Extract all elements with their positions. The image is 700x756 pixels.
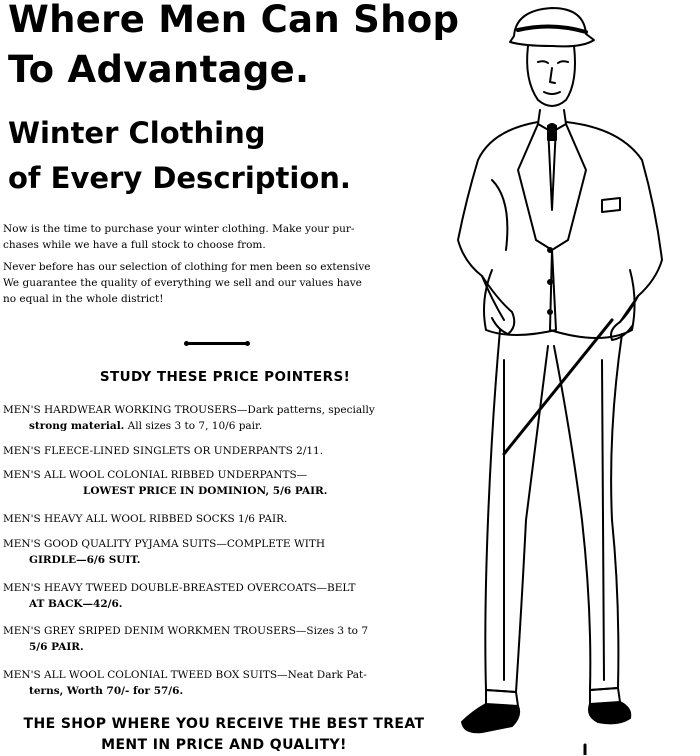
subheadline-line-2: of Every Description. (8, 161, 351, 195)
footer-line-2: MENT IN PRICE AND QUALITY! (101, 737, 347, 753)
price-item-5 (3, 536, 443, 568)
price-item-6 (3, 580, 443, 612)
ornamental-divider (187, 342, 247, 345)
intro-line: Never before has our selection of clothing for men been so extensive (3, 261, 371, 273)
man-in-suit-illustration (452, 0, 700, 755)
intro-line: We guarantee the quality of everything we sell and our values have (3, 277, 362, 289)
item-lead: MEN'S FLEECE-LINED SINGLETS OR UNDERPANTS 2/11. (3, 445, 324, 457)
item-lead: MEN'S GREY SRIPED DENIM WORKMEN TROUSERS—Sizes 3 to 7 (3, 625, 369, 637)
item-lead: MEN'S GOOD QUALITY PYJAMA SUITS—COMPLETE WITH (3, 538, 326, 550)
footer-line-1: THE SHOP WHERE YOU RECEIVE THE BEST TREAT (23, 716, 425, 732)
item-detail-bold: LOWEST PRICE IN DOMINION, 5/6 PAIR. (83, 485, 328, 497)
headline-line-1: Where Men Can Shop (8, 0, 460, 41)
price-item-1 (3, 402, 443, 434)
price-item-3 (3, 467, 443, 499)
item-lead: MEN'S HEAVY ALL WOOL RIBBED SOCKS 1/6 PAIR. (3, 513, 288, 525)
price-item-8 (3, 667, 443, 699)
item-detail-bold: GIRDLE—6/6 SUIT. (29, 554, 141, 566)
headline-line-2: To Advantage. (8, 48, 310, 91)
item-lead: MEN'S HEAVY TWEED DOUBLE-BREASTED OVERCOATS—BELT (3, 582, 356, 594)
intro-paragraph-1 (3, 221, 445, 253)
price-item-7 (3, 623, 443, 655)
item-lead: MEN'S ALL WOOL COLONIAL TWEED BOX SUITS—Neat Dark Pat- (3, 669, 367, 681)
item-detail-bold: strong material. (29, 420, 125, 432)
price-item-2 (3, 443, 443, 459)
intro-line: no equal in the whole district! (3, 293, 164, 305)
subheadline-line-1: Winter Clothing (8, 116, 266, 150)
item-detail-bold: AT BACK—42/6. (29, 598, 123, 610)
intro-line: Now is the time to purchase your winter clothing. Make your pur- (3, 223, 355, 235)
item-lead: MEN'S HARDWEAR WORKING TROUSERS—Dark patterns, specially (3, 404, 375, 416)
price-pointers-heading: STUDY THESE PRICE POINTERS! (99, 369, 351, 385)
item-detail: All sizes 3 to 7, 10/6 pair. (124, 420, 263, 432)
intro-paragraph-2 (3, 259, 445, 307)
item-detail-bold: terns, Worth 70/- for 57/6. (29, 685, 184, 697)
item-detail-bold: 5/6 PAIR. (29, 641, 84, 653)
item-lead: MEN'S ALL WOOL COLONIAL RIBBED UNDERPANTS— (3, 469, 308, 481)
intro-line: chases while we have a full stock to choose from. (3, 239, 266, 251)
price-item-4 (3, 511, 443, 527)
